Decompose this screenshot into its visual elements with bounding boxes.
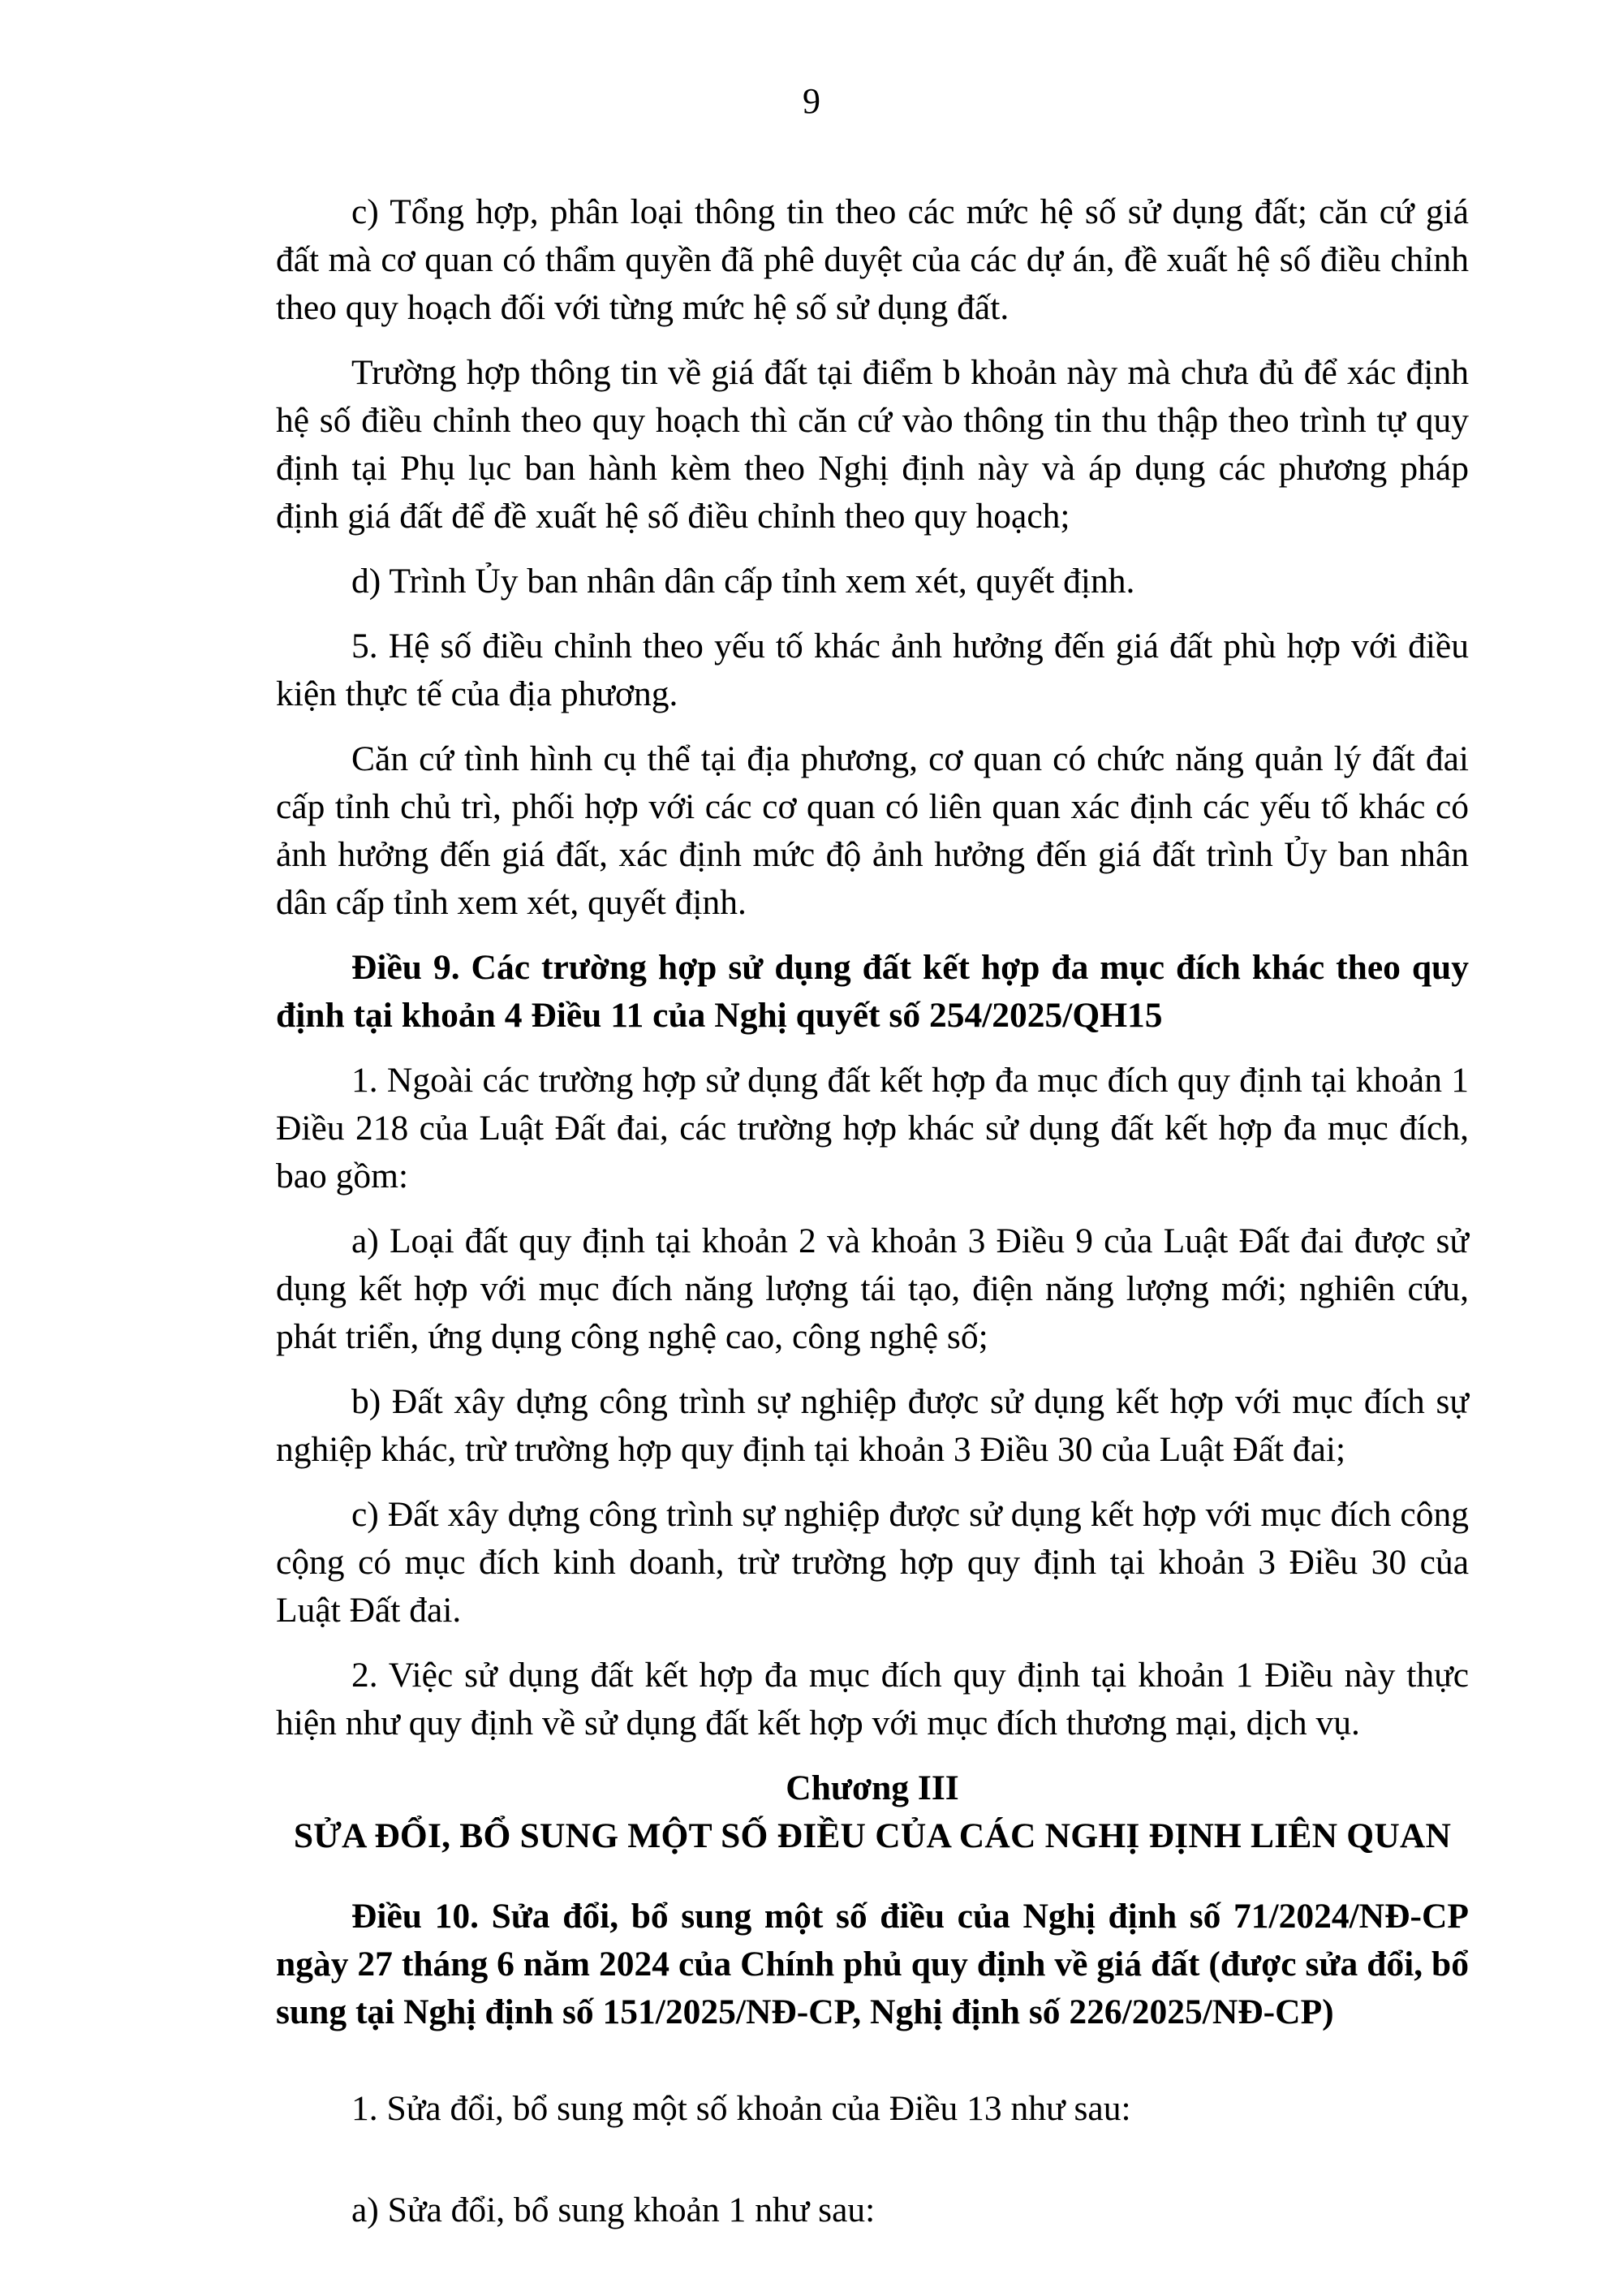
chapter-label: Chương III	[786, 1768, 959, 1807]
paragraph-4c: c) Tổng hợp, phân loại thông tin theo các mức hệ số sử dụng đất; căn cứ giá đất mà cơ quan có thẩm quyền đã phê duyệt của các dự án, đề xuất hệ số điều chỉnh theo quy hoạch đối với từng mức hệ số sử dụng đất.	[276, 192, 1469, 327]
paragraph-4d: d) Trình Ủy ban nhân dân cấp tỉnh xem xét, quyết định.	[351, 562, 1135, 601]
article-9-paragraph-2: 2. Việc sử dụng đất kết hợp đa mục đích quy định tại khoản 1 Điều này thực hiện như quy định về sử dụng đất kết hợp với mục đích thương mại, dịch vụ.	[276, 1656, 1469, 1742]
page-number: 9	[803, 81, 820, 121]
article-10-paragraph-1a: a) Sửa đổi, bổ sung khoản 1 như sau:	[351, 2190, 876, 2229]
article-10-title: Điều 10. Sửa đổi, bổ sung một số điều của Nghị định số 71/2024/NĐ-CP ngày 27 tháng 6 năm 2024 của Chính phủ quy định về giá đất (được sửa đổi, bổ sung tại Nghị định số 151/2025/NĐ-CP, Nghị định số 226/2025/NĐ-CP)	[276, 1897, 1469, 2031]
paragraph-5-detail: Căn cứ tình hình cụ thể tại địa phương, cơ quan có chức năng quản lý đất đai cấp tỉnh chủ trì, phối hợp với các cơ quan có liên quan xác định các yếu tố khác có ảnh hưởng đến giá đất, xác định mức độ ảnh hưởng đến giá đất trình Ủy ban nhân dân cấp tỉnh xem xét, quyết định.	[276, 739, 1469, 922]
chapter-title: SỬA ĐỔI, BỔ SUNG MỘT SỐ ĐIỀU CỦA CÁC NGHỊ ĐỊNH LIÊN QUAN	[293, 1816, 1452, 1855]
article-9-title: Điều 9. Các trường hợp sử dụng đất kết hợp đa mục đích khác theo quy định tại khoản 4 Điều 11 của Nghị quyết số 254/2025/QH15	[276, 948, 1469, 1035]
paragraph-5: 5. Hệ số điều chỉnh theo yếu tố khác ảnh hưởng đến giá đất phù hợp với điều kiện thực tế của địa phương.	[276, 627, 1469, 713]
document-body	[276, 188, 1469, 2251]
article-10-paragraph-1: 1. Sửa đổi, bổ sung một số khoản của Điều 13 như sau:	[351, 2089, 1131, 2128]
paragraph-4c-case: Trường hợp thông tin về giá đất tại điểm b khoản này mà chưa đủ để xác định hệ số điều chỉnh theo quy hoạch thì căn cứ vào thông tin thu thập theo trình tự quy định tại Phụ lục ban hành kèm theo Nghị định này và áp dụng các phương pháp định giá đất để đề xuất hệ số điều chỉnh theo quy hoạch;	[276, 353, 1469, 536]
article-9-paragraph-1c: c) Đất xây dựng công trình sự nghiệp được sử dụng kết hợp với mục đích công cộng có mục đích kinh doanh, trừ trường hợp quy định tại khoản 3 Điều 30 của Luật Đất đai.	[276, 1495, 1469, 1630]
article-9-paragraph-1: 1. Ngoài các trường hợp sử dụng đất kết hợp đa mục đích quy định tại khoản 1 Điều 218 của Luật Đất đai, các trường hợp khác sử dụng đất kết hợp đa mục đích, bao gồm:	[276, 1061, 1469, 1195]
article-9-paragraph-1b: b) Đất xây dựng công trình sự nghiệp được sử dụng kết hợp với mục đích sự nghiệp khác, trừ trường hợp quy định tại khoản 3 Điều 30 của Luật Đất đai;	[276, 1382, 1469, 1469]
article-9-paragraph-1a: a) Loại đất quy định tại khoản 2 và khoản 3 Điều 9 của Luật Đất đai được sử dụng kết hợp với mục đích năng lượng tái tạo, điện năng lượng mới; nghiên cứu, phát triển, ứng dụng công nghệ cao, công nghệ số;	[276, 1221, 1469, 1356]
